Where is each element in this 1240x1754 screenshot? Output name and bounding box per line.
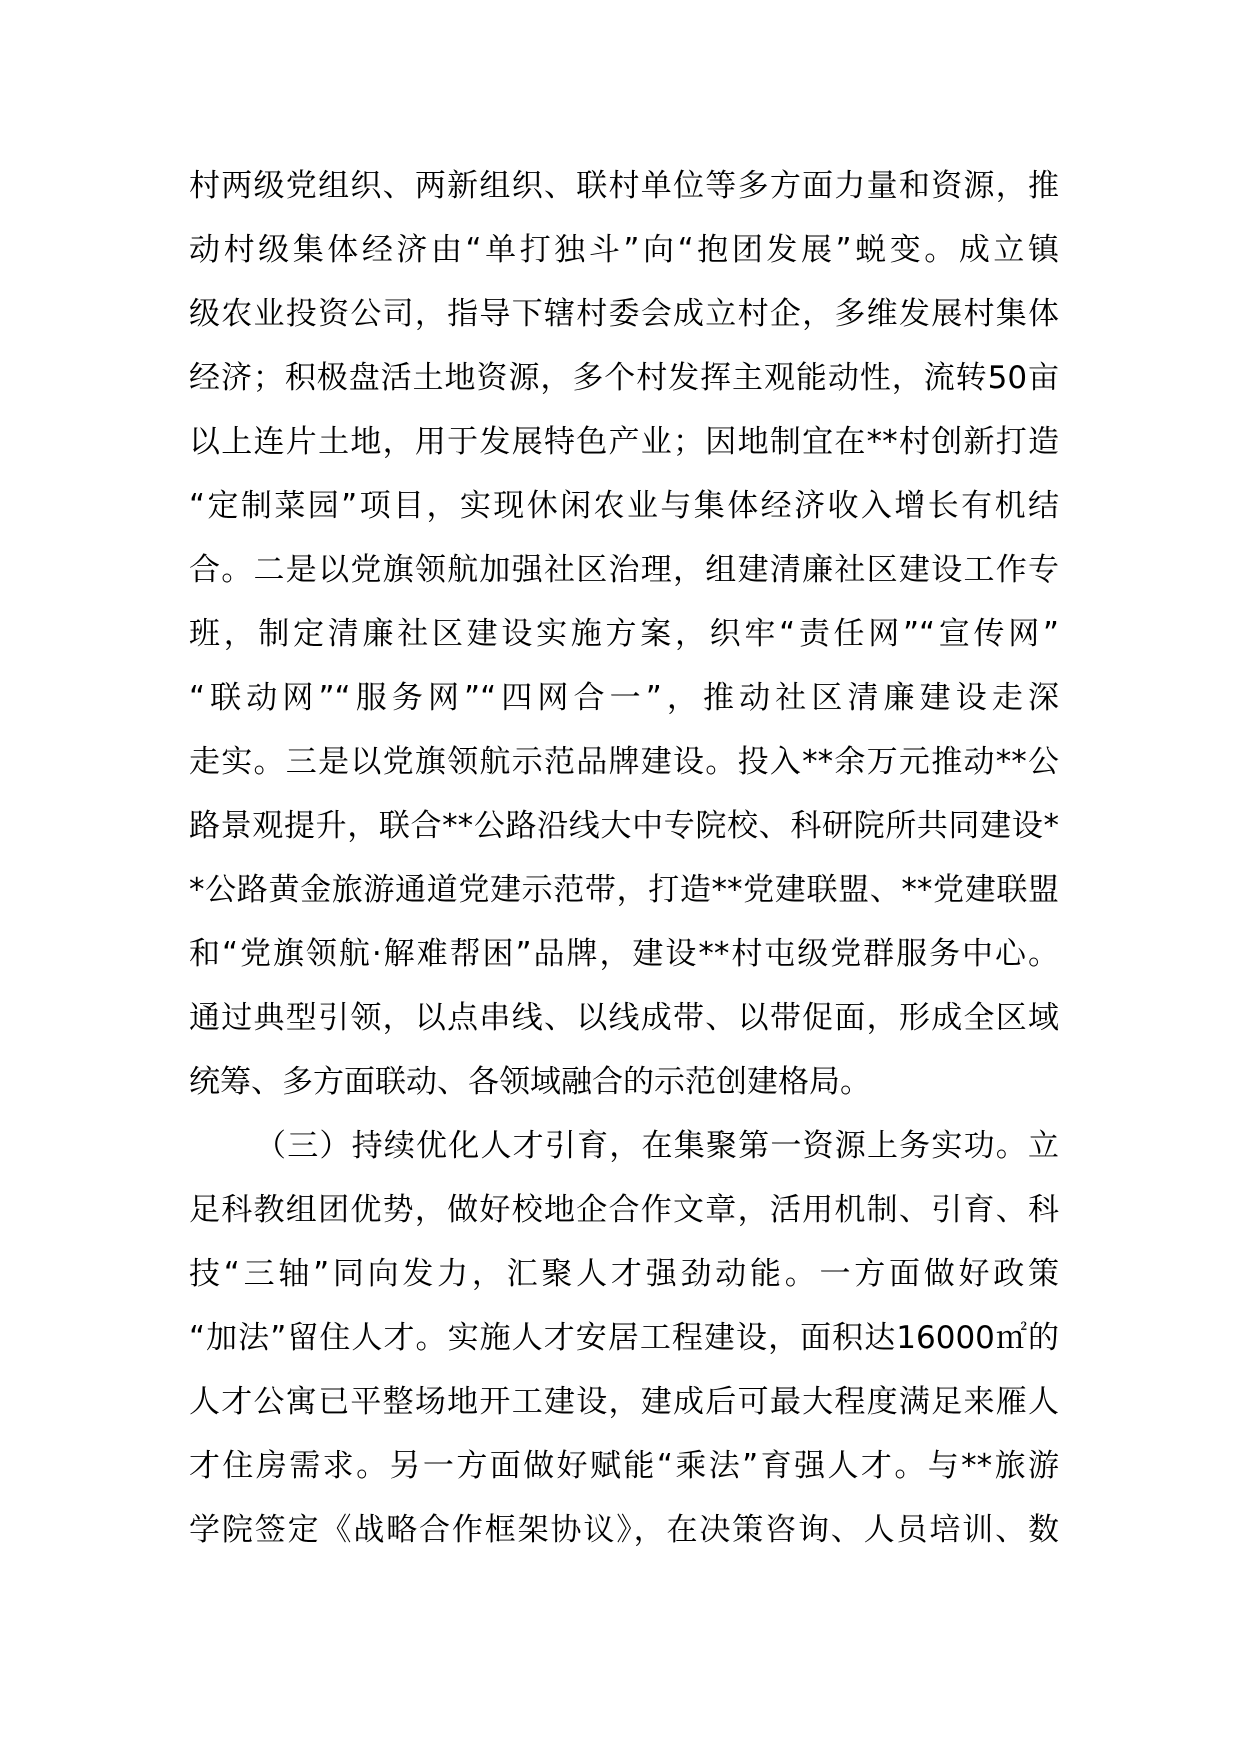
text-line: *公路黄金旅游通道党建示范带，打造**党建联盟、**党建联盟 [189, 872, 1059, 908]
section-heading-line: （三）持续优化人才引育，在集聚第一资源上务实功。立 [255, 1128, 1059, 1164]
text-line: 足科教组团优势，做好校地企合作文章，活用机制、引育、科 [189, 1192, 1059, 1228]
text-line: 班，制定清廉社区建设实施方案，织牢“责任网”“宣传网” [189, 616, 1059, 652]
text-line: 通过典型引领，以点串线、以线成带、以带促面，形成全区域 [189, 1000, 1059, 1036]
text-line: 经济；积极盘活土地资源，多个村发挥主观能动性，流转50亩 [189, 360, 1059, 396]
text-line: 合。二是以党旗领航加强社区治理，组建清廉社区建设工作专 [189, 552, 1059, 588]
text-line: 村两级党组织、两新组织、联村单位等多方面力量和资源，推 [189, 168, 1059, 204]
text-line: “联动网”“服务网”“四网合一”，推动社区清廉建设走深 [189, 680, 1059, 716]
text-line: 才住房需求。另一方面做好赋能“乘法”育强人才。与**旅游 [189, 1448, 1059, 1484]
text-line: 统筹、多方面联动、各领域融合的示范创建格局。 [189, 1064, 871, 1100]
text-line: 和“党旗领航·解难帮困”品牌，建设**村屯级党群服务中心。 [189, 936, 1059, 972]
text-line: 级农业投资公司，指导下辖村委会成立村企，多维发展村集体 [189, 296, 1059, 332]
text-line: 走实。三是以党旗领航示范品牌建设。投入**余万元推动**公 [189, 744, 1059, 780]
text-line: 动村级集体经济由“单打独斗”向“抱团发展”蜕变。成立镇 [189, 232, 1059, 268]
text-line: 以上连片土地，用于发展特色产业；因地制宜在**村创新打造 [189, 424, 1059, 460]
text-line: 人才公寓已平整场地开工建设，建成后可最大程度满足来雁人 [189, 1384, 1059, 1420]
text-line: 路景观提升，联合**公路沿线大中专院校、科研院所共同建设* [189, 808, 1059, 844]
text-line: “加法”留住人才。实施人才安居工程建设，面积达16000㎡的 [189, 1320, 1059, 1356]
text-line: “定制菜园”项目，实现休闲农业与集体经济收入增长有机结 [189, 488, 1059, 524]
text-line: 技“三轴”同向发力，汇聚人才强劲动能。一方面做好政策 [189, 1256, 1059, 1292]
text-line: 学院签定《战略合作框架协议》，在决策咨询、人员培训、数 [189, 1512, 1059, 1548]
